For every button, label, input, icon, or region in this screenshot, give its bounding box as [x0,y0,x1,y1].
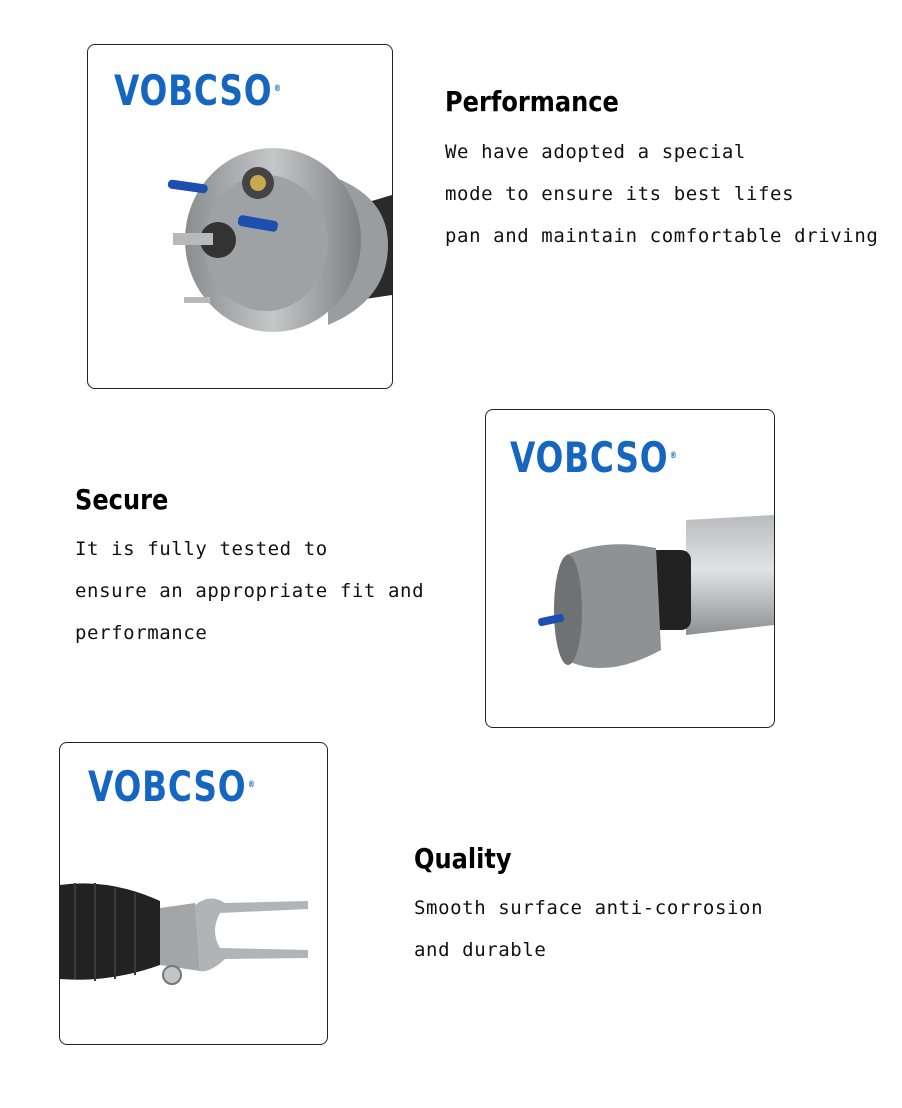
quality-text-line-1: Smooth surface anti-corrosion [414,897,764,919]
secure-text-line-3: performance [75,622,208,644]
air-strut-top-mount-illustration [88,45,392,388]
product-image-card-side-view [485,409,775,728]
quality-text-line-2: and durable [414,939,547,961]
section-title-performance: Performance [445,85,619,118]
brand-logo: VOBCSO ® [88,762,256,811]
section-title-secure: Secure [75,483,169,516]
performance-text-line-1: We have adopted a special [445,141,746,163]
performance-text-line-2: mode to ensure its best lifes [445,183,795,205]
secure-text-line-2: ensure an appropriate fit and [75,580,425,602]
product-image-card-fork-mount [59,742,328,1045]
brand-logo: VOBCSO ® [114,66,282,115]
strut-fork-mount-illustration [60,743,327,1044]
brand-logo: VOBCSO ® [510,433,678,482]
product-image-card-top-mount [87,44,393,389]
section-title-quality: Quality [414,842,512,875]
air-strut-side-view-illustration [486,410,774,727]
secure-text-line-1: It is fully tested to [75,538,328,560]
performance-text-line-3: pan and maintain comfortable driving [445,225,879,247]
